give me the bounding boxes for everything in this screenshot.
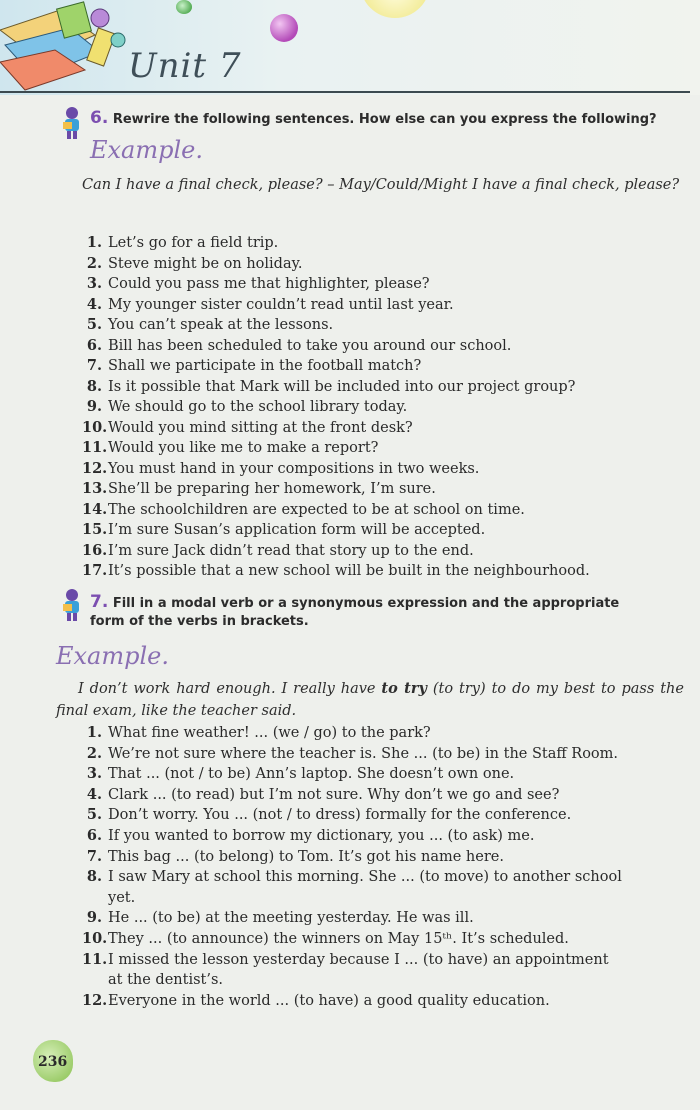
item-text: We should go to the school library today. <box>108 399 408 415</box>
list-item <box>82 785 692 806</box>
item-number: 10. <box>82 929 108 947</box>
item-text: If you wanted to borrow my dictionary, you ... (to ask) me. <box>108 827 535 844</box>
item-text: Could you pass me that highlighter, please? <box>108 276 430 292</box>
list-item <box>82 397 682 418</box>
list-item <box>82 479 682 500</box>
item-number: 15. <box>82 521 108 538</box>
item-text: Steve might be on holiday. <box>108 255 303 272</box>
exercise-number: 7. <box>90 592 109 612</box>
item-number: 13. <box>82 480 108 497</box>
example-text <box>56 678 684 722</box>
item-text: Is it possible that Mark will be included into our project group? <box>108 378 576 395</box>
item-number: 9. <box>86 909 102 927</box>
list-item <box>82 991 692 1012</box>
list-item <box>82 561 682 582</box>
item-number: 17. <box>82 562 108 579</box>
item-number: 7. <box>86 357 102 374</box>
list-item <box>82 459 682 480</box>
list-item <box>82 356 682 377</box>
item-number: 3. <box>86 765 102 783</box>
unit-title: Unit 7 <box>128 46 242 86</box>
item-number: 2. <box>86 254 102 272</box>
decorative-ball <box>176 0 192 14</box>
item-number: 3. <box>86 275 102 292</box>
list-item <box>82 336 682 357</box>
item-text: They ... (to announce) the winners on May 15ᵗʰ. It’s scheduled. <box>108 930 569 947</box>
list-item <box>82 826 692 847</box>
item-number: 11. <box>82 950 108 968</box>
item-number: 6. <box>86 826 102 844</box>
exercise-number: 6. <box>90 108 109 128</box>
item-number: 12. <box>82 991 108 1009</box>
item-number: 1. <box>86 724 102 741</box>
item-text: I’m sure Jack didn’t read that story up to the end. <box>108 542 474 559</box>
list-item <box>82 520 682 541</box>
item-number: 1. <box>86 234 102 251</box>
list-item <box>82 438 682 459</box>
list-item <box>82 867 692 908</box>
list-item <box>82 847 692 868</box>
item-number: 5. <box>86 316 102 333</box>
item-number: 5. <box>86 806 102 824</box>
header-divider <box>0 91 690 93</box>
list-item <box>82 274 682 295</box>
item-text: That ... (not / to be) Ann’s laptop. She doesn’t own one. <box>108 766 515 783</box>
item-text: We’re not sure where the teacher is. She ... (to be) in the Staff Room. <box>108 745 619 762</box>
item-text-continuation: at the dentist’s. <box>108 972 224 989</box>
list-item <box>82 315 682 336</box>
item-number: 16. <box>82 541 108 559</box>
list-item <box>82 744 692 765</box>
item-text: What fine weather! ... (we / go) to the park? <box>108 725 431 741</box>
example-label: Example. <box>90 136 203 164</box>
list-item <box>82 929 692 950</box>
item-text: Everyone in the world ... (to have) a good quality education. <box>108 992 550 1009</box>
list-item <box>82 541 682 562</box>
item-text: Would you like me to make a report? <box>108 440 379 456</box>
list-item <box>82 254 682 275</box>
item-text: My younger sister couldn’t read until last year. <box>108 296 454 313</box>
item-number: 10. <box>82 418 108 436</box>
item-text: This bag ... (to belong) to Tom. It’s got his name here. <box>108 848 504 865</box>
list-item <box>82 418 682 439</box>
exercise-6-list <box>82 233 682 582</box>
books-illustration <box>0 0 140 92</box>
list-item <box>82 500 682 521</box>
example-answer: to try <box>381 680 427 697</box>
exercise-instruction-line-1: Fill in a modal verb or a synonymous expression and the appropriate <box>112 596 620 611</box>
list-item <box>82 723 692 744</box>
exercise-7-list <box>82 723 692 1011</box>
item-text: It’s possible that a new school will be built in the neighbourhood. <box>108 563 590 579</box>
item-text: You must hand in your compositions in two weeks. <box>108 460 480 477</box>
item-text: Shall we participate in the football match? <box>108 358 422 374</box>
exercise-6-heading <box>90 108 657 128</box>
item-text: The schoolchildren are expected to be at school on time. <box>108 501 525 518</box>
item-number: 14. <box>82 500 108 518</box>
item-number: 2. <box>86 744 102 762</box>
item-text: Would you mind sitting at the front desk? <box>108 419 413 436</box>
example-text-after: (to try) to do my best to pass the final exam, like the teacher said. <box>56 681 684 719</box>
example-label: Example. <box>56 642 169 670</box>
list-item <box>82 805 692 826</box>
item-text: I missed the lesson yesterday because I ... (to have) an appointment <box>108 951 609 968</box>
student-icon <box>60 588 84 624</box>
item-text: Let’s go for a field trip. <box>108 235 279 251</box>
item-number: 12. <box>82 459 108 477</box>
item-number: 7. <box>86 847 102 865</box>
item-text: Bill has been scheduled to take you around our school. <box>108 337 512 354</box>
item-text: I saw Mary at school this morning. She ... (to move) to another school <box>108 869 622 886</box>
list-item <box>82 295 682 316</box>
list-item <box>82 764 692 785</box>
item-number: 11. <box>82 439 108 456</box>
item-number: 4. <box>86 295 102 313</box>
student-icon <box>60 106 84 142</box>
item-text: Clark ... (to read) but I’m not sure. Why don’t we go and see? <box>108 786 560 803</box>
list-item <box>82 908 692 929</box>
item-number: 8. <box>86 377 102 395</box>
item-text: She’ll be preparing her homework, I’m sure. <box>108 481 436 497</box>
item-text: Don’t worry. You ... (not / to dress) formally for the conference. <box>108 807 572 824</box>
exercise-7-heading <box>90 593 690 631</box>
item-number: 6. <box>86 336 102 354</box>
item-text: I’m sure Susan’s application form will be accepted. <box>108 522 486 538</box>
item-number: 9. <box>86 398 102 415</box>
exercise-instruction-line-2: form of the verbs in brackets. <box>90 614 309 629</box>
page-number: 236 <box>38 1054 68 1070</box>
list-item <box>82 233 682 254</box>
item-number: 4. <box>86 785 102 803</box>
item-text: You can’t speak at the lessons. <box>108 317 334 333</box>
item-text: He ... (to be) at the meeting yesterday. He was ill. <box>108 910 474 927</box>
item-number: 8. <box>86 868 102 886</box>
list-item <box>82 377 682 398</box>
list-item <box>82 950 692 991</box>
exercise-instruction: Rewrire the following sentences. How else can you express the following? <box>112 112 657 127</box>
example-text-before: I don’t work hard enough. I really have <box>78 681 382 697</box>
decorative-ball <box>270 14 298 42</box>
example-text: Can I have a final check, please? – May/Could/Might I have a final check, please? <box>82 177 680 193</box>
item-text-continuation: yet. <box>108 889 136 906</box>
